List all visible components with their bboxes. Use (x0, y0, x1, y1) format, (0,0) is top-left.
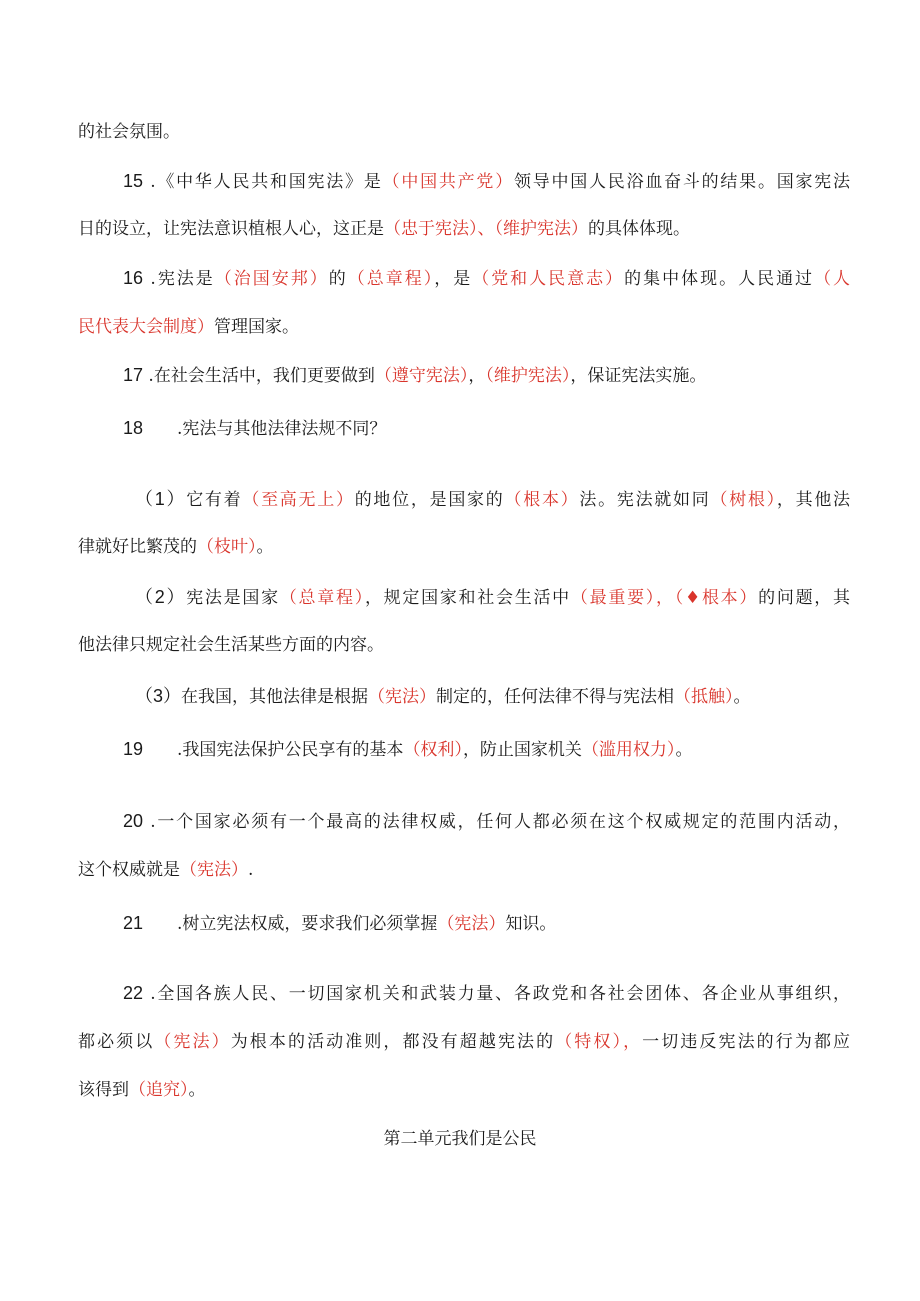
body-text: 的 (328, 269, 348, 289)
body-text: .宪法与其他法律法规不同？ (143, 419, 387, 439)
item-number: 21 (123, 913, 144, 933)
item-18-2-line-2 (78, 633, 850, 657)
item-number: 15 (123, 171, 144, 191)
answer-text: （宪法） (437, 914, 506, 934)
body-text: 的集中体现。人民通过 (624, 269, 815, 289)
item-19 (123, 737, 850, 762)
body-text: 知识。 (505, 914, 557, 934)
body-text: 法。宪法就如同 (579, 490, 711, 510)
body-text: 的社会氛围。 (78, 122, 180, 142)
item-number: 19 (123, 739, 144, 759)
answer-text: （权利） (403, 740, 463, 760)
item-22-line-2 (78, 1030, 850, 1054)
body-text: . (248, 860, 254, 880)
answer-text: （最重要），（♦根本） (570, 588, 759, 608)
answer-text: （抵触） (674, 687, 734, 707)
item-16-line-1 (123, 266, 850, 291)
answer-text: （至高无上） (242, 490, 355, 510)
item-20-line-1 (123, 809, 850, 834)
answer-text: （滥用权力） (581, 740, 676, 760)
answer-text: 民代表大会制度） (78, 317, 214, 337)
body-text: 日的设立，让宪法意识植根人心，这正是 (78, 219, 384, 239)
answer-text: （维护宪法） (485, 366, 571, 386)
item-22-line-1 (123, 981, 850, 1006)
body-text: 一切违反宪法的行为都应 (642, 1032, 851, 1052)
body-text: .在社会生活中，我们更要做到 (143, 366, 375, 386)
body-text: ，规定国家和社会生活中 (364, 588, 571, 608)
answer-text: （忠于宪法）、（维护宪法） (384, 219, 588, 239)
answer-text: （枝叶） (197, 537, 257, 557)
body-text: 领导中国人民浴血奋斗的结果。国家宪法 (513, 172, 851, 192)
answer-text: （宪法） (154, 1032, 231, 1052)
line-0 (78, 120, 850, 144)
item-number: 22 (123, 983, 144, 1003)
item-15-line-2 (78, 217, 850, 241)
item-number: 16 (123, 268, 144, 288)
answer-text: （追究） (129, 1080, 189, 1100)
item-number: （1） (135, 489, 187, 509)
answer-text: （中国共产党） (382, 172, 514, 192)
answer-text: （根本） (504, 490, 580, 510)
body-text: 的具体体现。 (588, 219, 690, 239)
body-text: ，其他法 (776, 490, 851, 510)
body-text: 。 (188, 1080, 206, 1100)
answer-text: （树根） (710, 490, 777, 510)
item-22-line-3 (78, 1078, 850, 1102)
body-text: .《中华人民共和国宪法》是 (143, 172, 383, 192)
body-text: .树立宪法权威，要求我们必须掌握 (143, 914, 438, 934)
body-text: ，是 (434, 269, 473, 289)
item-number: （2） (135, 587, 187, 607)
body-text: 律就好比繁茂的 (78, 537, 197, 557)
body-text: 的地位，是国家的 (354, 490, 505, 510)
body-text: 这个权威就是 (78, 860, 180, 880)
body-text: 的问题，其 (758, 588, 851, 608)
body-text: 宪法是国家 (186, 588, 280, 608)
body-text: 为根本的活动准则，都没有超越宪法的 (230, 1032, 556, 1052)
body-text: 。 (256, 537, 274, 557)
answer-text: （人 (814, 269, 851, 289)
answer-text: （治国安邦） (214, 269, 329, 289)
body-text: ， (468, 366, 486, 386)
answer-text: （总章程） (347, 269, 435, 289)
item-18-2-line-1 (135, 585, 850, 610)
body-text: .宪法是 (143, 269, 215, 289)
item-18-3 (135, 684, 850, 709)
body-text: .一个国家必须有一个最高的法律权威，任何人都必须在这个权威规定的范围内活动， (143, 812, 850, 832)
body-text: 。 (733, 687, 751, 707)
section-heading: 第二单元我们是公民 (383, 1129, 537, 1149)
item-number: 20 (123, 811, 144, 831)
body-text: 管理国家。 (214, 317, 299, 337)
item-17 (123, 363, 850, 388)
answer-text: （特权）， (555, 1032, 643, 1052)
body-text: ，保证宪法实施。 (570, 366, 707, 386)
answer-text: （宪法） (368, 687, 437, 707)
item-number: （3） (135, 686, 182, 706)
item-18 (123, 416, 850, 441)
body-text: ，防止国家机关 (462, 740, 582, 760)
item-15-line-1 (123, 169, 850, 194)
item-18-1-line-2 (78, 535, 850, 559)
answer-text: （遵守宪法） (374, 366, 469, 386)
body-text: 制定的，任何法律不得与宪法相 (436, 687, 675, 707)
body-text: 该得到 (78, 1080, 129, 1100)
body-text: 它有着 (186, 490, 243, 510)
answer-text: （党和人民意志） (472, 269, 625, 289)
item-16-line-2 (78, 315, 850, 339)
body-text: 在我国，其他法律是根据 (181, 687, 369, 707)
item-18-1-line-1 (135, 487, 850, 512)
item-20-line-2 (78, 858, 850, 882)
item-number: 18 (123, 418, 144, 438)
item-21 (123, 911, 850, 936)
body-text: 。 (675, 740, 693, 760)
body-text: 都必须以 (78, 1032, 155, 1052)
answer-text: （宪法） (180, 860, 248, 880)
body-text: .我国宪法保护公民享有的基本 (143, 740, 404, 760)
answer-text: （总章程） (279, 588, 365, 608)
body-text: 他法律只规定社会生活某些方面的内容。 (78, 635, 384, 655)
item-number: 17 (123, 365, 144, 385)
body-text: .全国各族人民、一切国家机关和武装力量、各政党和各社会团体、各企业从事组织， (143, 984, 850, 1004)
